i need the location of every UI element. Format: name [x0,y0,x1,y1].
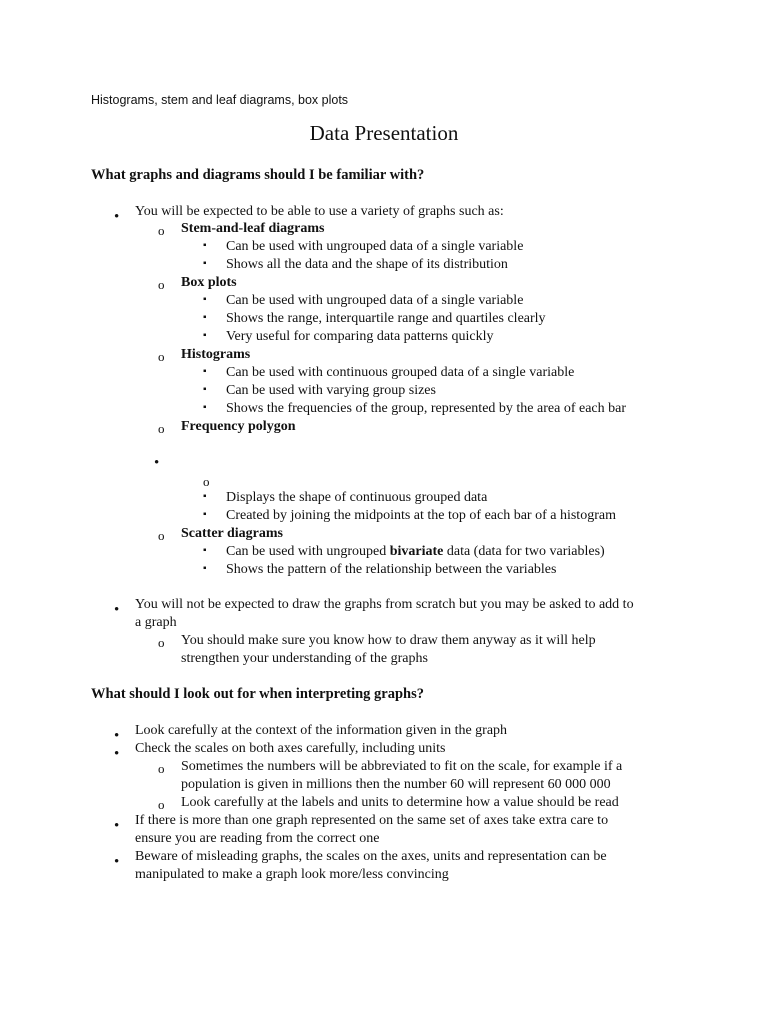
square-marker: ▪ [203,563,207,574]
circle-marker: o [158,349,165,364]
frequency-polygon-label: Frequency polygon [181,419,296,434]
section-heading-familiar: What graphs and diagrams should I be familiar with? [91,167,425,183]
scatter-point-1-end: data (data for two variables) [443,544,605,559]
stem-point-2: Shows all the data and the shape of its distribution [226,257,508,272]
bivariate-term: bivariate [389,544,444,559]
circle-marker: o [203,474,210,489]
bullet-marker: • [114,728,120,744]
histograms-label: Histograms [181,347,251,362]
hist-point-3: Shows the frequencies of the group, represented by the area of each bar [226,401,626,416]
hist-point-1: Can be used with continuous grouped data of a single variable [226,365,575,380]
box-point-1: Can be used with ungrouped data of a single variable [226,293,524,308]
circle-marker: o [158,421,165,436]
draw-text-line-2: a graph [135,615,177,630]
circle-marker: o [158,277,165,292]
square-marker: ▪ [203,294,207,305]
bullet-marker: • [114,854,120,870]
square-marker: ▪ [203,402,207,413]
bullet-marker: • [154,455,160,471]
square-marker: ▪ [203,509,207,520]
bullet-marker: • [114,746,120,762]
square-marker: ▪ [203,312,207,323]
bullet-marker: • [114,818,120,834]
square-marker: ▪ [203,330,207,341]
circle-marker: o [158,635,165,650]
hist-point-2: Can be used with varying group sizes [226,383,436,398]
draw-sub-line-1: You should make sure you know how to draw them anyway as it will help [181,633,596,648]
interpret-bullet-4-line-2: manipulated to make a graph look more/less convincing [135,867,449,882]
square-marker: ▪ [203,491,207,502]
circle-marker: o [158,528,165,543]
circle-marker: o [158,223,165,238]
stem-leaf-label: Stem-and-leaf diagrams [181,221,325,236]
circle-marker: o [158,761,165,776]
circle-marker: o [158,797,165,812]
stem-point-1: Can be used with ungrouped data of a single variable [226,239,524,254]
page-header: Histograms, stem and leaf diagrams, box plots [91,93,349,107]
box-point-3: Very useful for comparing data patterns quickly [226,329,494,344]
box-point-2: Shows the range, interquartile range and quartiles clearly [226,311,546,326]
square-marker: ▪ [203,384,207,395]
scatter-point-1 [226,544,605,560]
interpret-bullet-4-line-1: Beware of misleading graphs, the scales on the axes, units and representation can be [135,849,607,864]
section-heading-interpreting: What should I look out for when interpreting graphs? [91,686,425,702]
page-title: Data Presentation [309,121,459,145]
labels-sub-line: Look carefully at the labels and units to determine how a value should be read [181,795,619,810]
box-plots-label: Box plots [181,275,237,290]
square-marker: ▪ [203,366,207,377]
intro-text: You will be expected to be able to use a variety of graphs such as: [135,204,504,219]
scale-sub-line-2: population is given in millions then the number 60 will represent 60 000 000 [181,777,611,792]
draw-sub-line-2: strengthen your understanding of the graphs [181,651,428,666]
square-marker: ▪ [203,240,207,251]
interpret-bullet-3-line-1: If there is more than one graph represented on the same set of axes take extra care to [135,813,609,828]
interpret-bullet-2: Check the scales on both axes carefully, including units [135,741,446,756]
interpret-bullet-1: Look carefully at the context of the information given in the graph [135,723,508,738]
scatter-point-1-start: Can be used with ungrouped [226,544,390,559]
scale-sub-line-1: Sometimes the numbers will be abbreviated to fit on the scale, for example if a [181,759,623,774]
bullet-marker: • [114,209,120,225]
freq-point-2: Created by joining the midpoints at the top of each bar of a histogram [226,508,616,523]
scatter-point-2: Shows the pattern of the relationship between the variables [226,562,557,577]
bullet-marker: • [114,602,120,618]
scatter-label: Scatter diagrams [181,526,283,541]
interpret-bullet-3-line-2: ensure you are reading from the correct one [135,831,380,846]
square-marker: ▪ [203,258,207,269]
freq-point-1: Displays the shape of continuous grouped data [226,490,488,505]
square-marker: ▪ [203,545,207,556]
draw-text-line-1: You will not be expected to draw the graphs from scratch but you may be asked to add to [135,597,634,612]
